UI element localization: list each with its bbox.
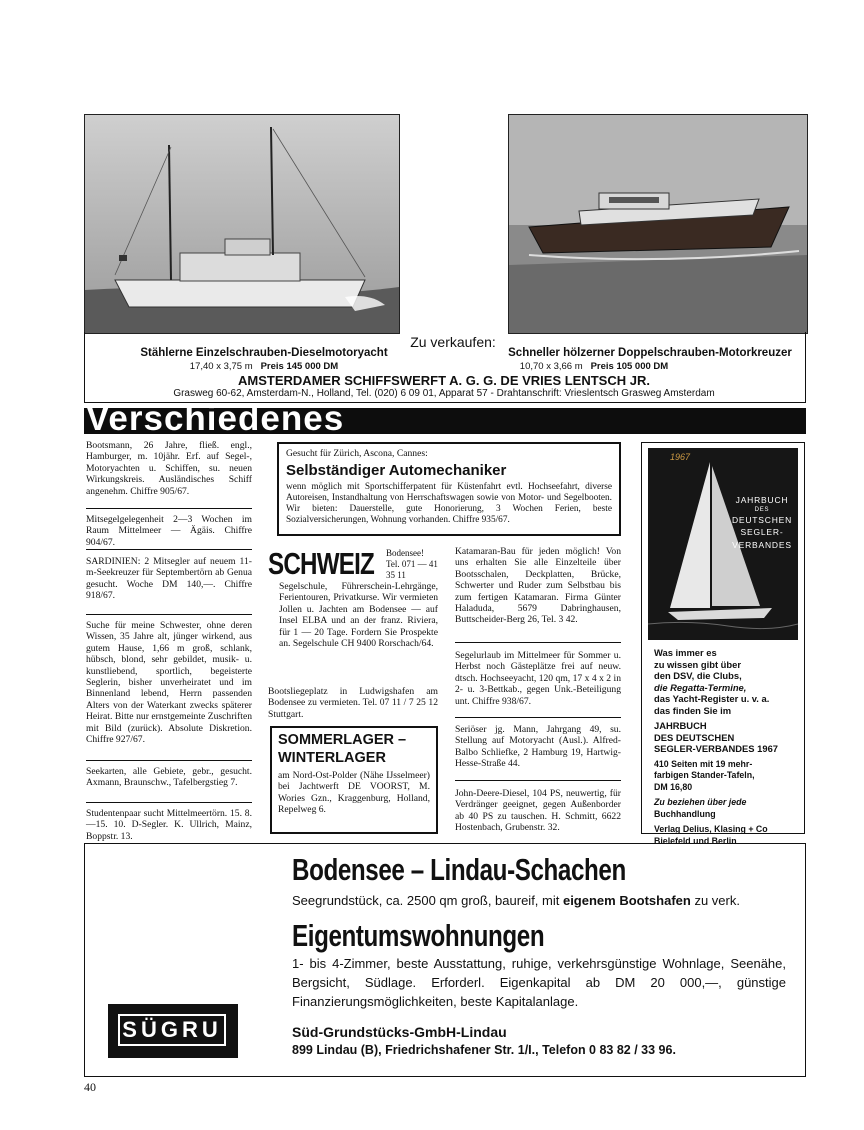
jahrbuch-title-line: JAHRBUCH: [654, 720, 707, 731]
divider: [455, 642, 621, 643]
right-yacht-title: Schneller hölzerner Doppelschrauben-Motorkreuzer: [508, 347, 792, 359]
sommerlager-body: am Nord-Ost-Polder (Nähe IJsselmeer) bei Jachtwerft DE VOORST, M. Wories Gzn., Kraggenburg, Holland, Repelweg 6.: [278, 770, 430, 816]
for-sale-heading: Zu verkaufen:: [410, 334, 496, 350]
jahrbuch-description: [654, 647, 804, 847]
jahrbuch-line: Was immer es: [654, 647, 717, 658]
right-yacht-dims: 10,70 x 3,66 m: [519, 361, 583, 372]
left-yacht-price: Preis 145 000 DM: [260, 361, 339, 372]
divider: [455, 717, 621, 718]
right-yacht-price: Preis 105 000 DM: [590, 361, 669, 372]
bodensee-text-part: Seegrundstück, ca. 2500 qm groß, baureif, mit: [292, 893, 563, 908]
classified-katamaran: Katamaran-Bau für jeden möglich! Von uns erhalten Sie alle Einzelteile über Bootsschalen, Deckplatten, Brücke, Schwerter und Ruder zum Selbstbau bis zum fertigen Katamaran. Firma Günter Haladuda, 5679 Dabringhausen, Buttscheider-Berg 26, Tel. 3 42.: [455, 546, 621, 626]
classified-segelurlaub: Segelurlaub im Mittelmeer für Sommer u. Herbst noch Gästeplätze frei auf neuw. dtsch. Hochseeyacht, 120 qm, 17 x 4 x 2 in 2- u. 3-Bettkab., gegen Unk.-Beteiligung unt. Chiffre 938/67.: [455, 650, 621, 707]
automechaniker-title: Selbständiger Automechaniker: [286, 462, 507, 479]
sommerlager-title: SOMMERLAGER –: [278, 732, 407, 748]
jahrbuch-cover: [648, 448, 798, 640]
bodensee-headline: Bodensee – Lindau-Schachen: [292, 852, 626, 887]
suegru-company: Süd-Grundstücks-GmbH-Lindau: [292, 1024, 507, 1040]
automechaniker-intro: Gesucht für Zürich, Ascona, Cannes:: [286, 448, 428, 459]
winterlager-title: WINTERLAGER: [278, 750, 386, 766]
bodensee-text-part: zu verk.: [690, 893, 740, 908]
jahrbuch-line: zu wissen gibt über: [654, 658, 741, 670]
schweiz-body: Segelschule, Führerschein-Lehrgänge, Ferientouren, Privatkurse. Wir vermieten Jollen u. Jachten am Bodensee — auf Insel ELBA und an der franz. Riviera, für 1 — 20 Tage. Fordern Sie Prospekte an. Segelschule CH 9400 Rorschach/64.: [279, 581, 438, 650]
jahrbuch-line: das Yacht-Register u. v. a.: [654, 693, 770, 704]
jahrbuch-title-line: DES DEUTSCHEN: [654, 731, 735, 743]
divider: [86, 508, 252, 509]
right-yacht-specs: [484, 361, 704, 372]
jahrbuch-price: DM 16,80: [654, 781, 693, 792]
left-yacht-title: Stählerne Einzelschrauben-Dieselmotoryacht: [140, 347, 388, 359]
jahrbuch-line: die Regatta-Termine,: [654, 681, 747, 693]
steel-motor-yacht-photo: [84, 114, 400, 334]
bodensee-text-bold: eigenem Bootshafen: [562, 893, 691, 908]
divider: [86, 549, 252, 550]
divider: [455, 780, 621, 781]
schweiz-contact: Bodensee! Tel. 071 — 41 35 11: [386, 548, 438, 580]
classified-bootsmann: Bootsmann, 26 Jahre, fließ. engl., Hamburger, m. 10jähr. Erf. auf Segel-, Motoryachten u. Schiffen, su. neuen Wirkungskreis. Ausländisches Schiff angenehm. Chiffre 905/67.: [86, 440, 252, 497]
divider: [86, 614, 252, 615]
cover-line: DES: [754, 506, 770, 513]
suegru-logo: [108, 1004, 238, 1058]
jahrbuch-cover-title: [728, 494, 796, 551]
eigentumswohnungen-headline: Eigentumswohnungen: [292, 918, 545, 953]
classified-studenten: Studentenpaar sucht Mittelmeertörn. 15. 8.—15. 10. D-Segler. K. Ullrich, Mainz, Boppstr. 13.: [86, 808, 252, 842]
automechaniker-body: wenn möglich mit Sportschifferpatent für Küstenfahrt evtl. Hochseefahrt, diverse Autoreisen, Instandhaltung von Herrschaftswagen sowie von Motor- und Segelbooten. Wir bieten: Dauerstelle, gute Honorierung, 3 Wochen Ferien, beste Sozialversicherungen, Wohnung vorhanden. Chiffre 935/67.: [286, 482, 612, 525]
jahrbuch-line: farbigen Stander-Tafeln,: [654, 770, 755, 780]
section-title: Verschiedenes: [86, 402, 345, 436]
jahrbuch-line: den DSV, die Clubs,: [654, 670, 742, 681]
classified-john-deere: John-Deere-Diesel, 104 PS, neuwertig, für Verdränger geeignet, gegen Außenborder ab 40 PS zu tauschen. H. Schmitt, 6622 Hostenbach, Grubenstr. 32.: [455, 788, 621, 834]
page-number: 40: [84, 1080, 96, 1094]
schweiz-title: SCHWEIZ: [268, 546, 375, 581]
cover-line: SEGLER-: [740, 527, 784, 537]
jahrbuch-line: Zu beziehen über jede: [654, 797, 747, 807]
left-yacht-specs: [114, 361, 414, 372]
classified-bootsliegeplatz: Bootsliegeplatz in Ludwigshafen am Bodensee zu vermieten. Tel. 07 11 / 7 25 12 Stuttgart.: [268, 686, 438, 720]
shipyard-name: AMSTERDAMER SCHIFFSWERFT A. G. G. DE VRIES LENTSCH JR.: [238, 373, 650, 388]
suegru-logo-text: SÜGRU: [122, 1017, 222, 1042]
jahrbuch-line: Buchhandlung: [654, 808, 716, 819]
jahrbuch-title-line: SEGLER-VERBANDES 1967: [654, 743, 778, 754]
jahrbuch-line: 410 Seiten mit 19 mehr-: [654, 758, 753, 769]
classified-mitsegel: Mitsegelgelegenheit 2—3 Wochen im Raum Mittelmeer — Ägäis. Chiffre 904/67.: [86, 514, 252, 548]
suegru-address: 899 Lindau (B), Friedrichshafener Str. 1/I., Telefon 0 83 82 / 33 96.: [292, 1043, 676, 1057]
yacht-sale-ad: [84, 114, 806, 404]
left-yacht-dims: 17,40 x 3,75 m: [189, 361, 253, 372]
jahrbuch-publisher: Verlag Delius, Klasing + Co: [654, 824, 768, 834]
classified-schwester: Suche für meine Schwester, ohne deren Wissen, 35 Jahre alt, jünger wirkend, aus gutem Hause, 1,66 m groß, schlank, hübsch, blond, sehr gebildet, musik- u. kunstliebend, sportlich, begeisterte Seglerin, bisher unverheiratet und im Binnenland lebend, Herrn passenden Alters von der Waterkant zwecks späterer Heirat. Bitte nur ernstgemeinte Zuschriften mit Bild (zurück). Absolute Diskretion. Chiffre 927/67.: [86, 620, 252, 746]
bodensee-text: [292, 893, 802, 908]
cover-line: DEUTSCHEN: [731, 514, 793, 525]
cover-line: VERBANDES: [732, 539, 792, 550]
jahrbuch-cover-year: 1967: [670, 452, 691, 462]
jahrbuch-publisher: Bielefeld und Berlin: [654, 835, 737, 846]
divider: [86, 760, 252, 761]
classified-serioeser-mann: Seriöser jg. Mann, Jahrgang 49, su. Stellung auf Motoryacht (Ausl.). Alfred-Balbo Schliefke, 2 Hamburg 19, Hartwig-Hesse-Straße 44.: [455, 724, 621, 770]
classified-sardinien: SARDINIEN: 2 Mitsegler auf neuem 11-m-Seekreuzer für Septembertörn ab Genua gesucht. Woche DM 140,—. Chiffre 918/67.: [86, 556, 252, 602]
classified-seekarten: Seekarten, alle Gebiete, gebr., gesucht. Axmann, Braunschw., Tafelbergstieg 7.: [86, 766, 252, 789]
jahrbuch-line: das finden Sie im: [654, 704, 732, 716]
shipyard-address: Grasweg 60-62, Amsterdam-N., Holland, Tel. (020) 6 09 01, Apparat 57 - Drahtanschrift: Vrieslentsch Grasweg Amsterdam: [173, 388, 715, 399]
cover-line: JAHRBUCH: [735, 495, 789, 505]
divider: [86, 802, 252, 803]
wooden-motor-cruiser-photo: [508, 114, 808, 334]
eigentumswohnungen-text: 1- bis 4-Zimmer, beste Ausstattung, ruhige, verkehrsgünstige Wohnlage, Seenähe, Bergsicht, Südlage. Erforderl. Eigenkapital ab DM 20 000,—, günstige Finanzierungsmöglichkeiten, beste Kapitalanlage.: [292, 956, 786, 1009]
